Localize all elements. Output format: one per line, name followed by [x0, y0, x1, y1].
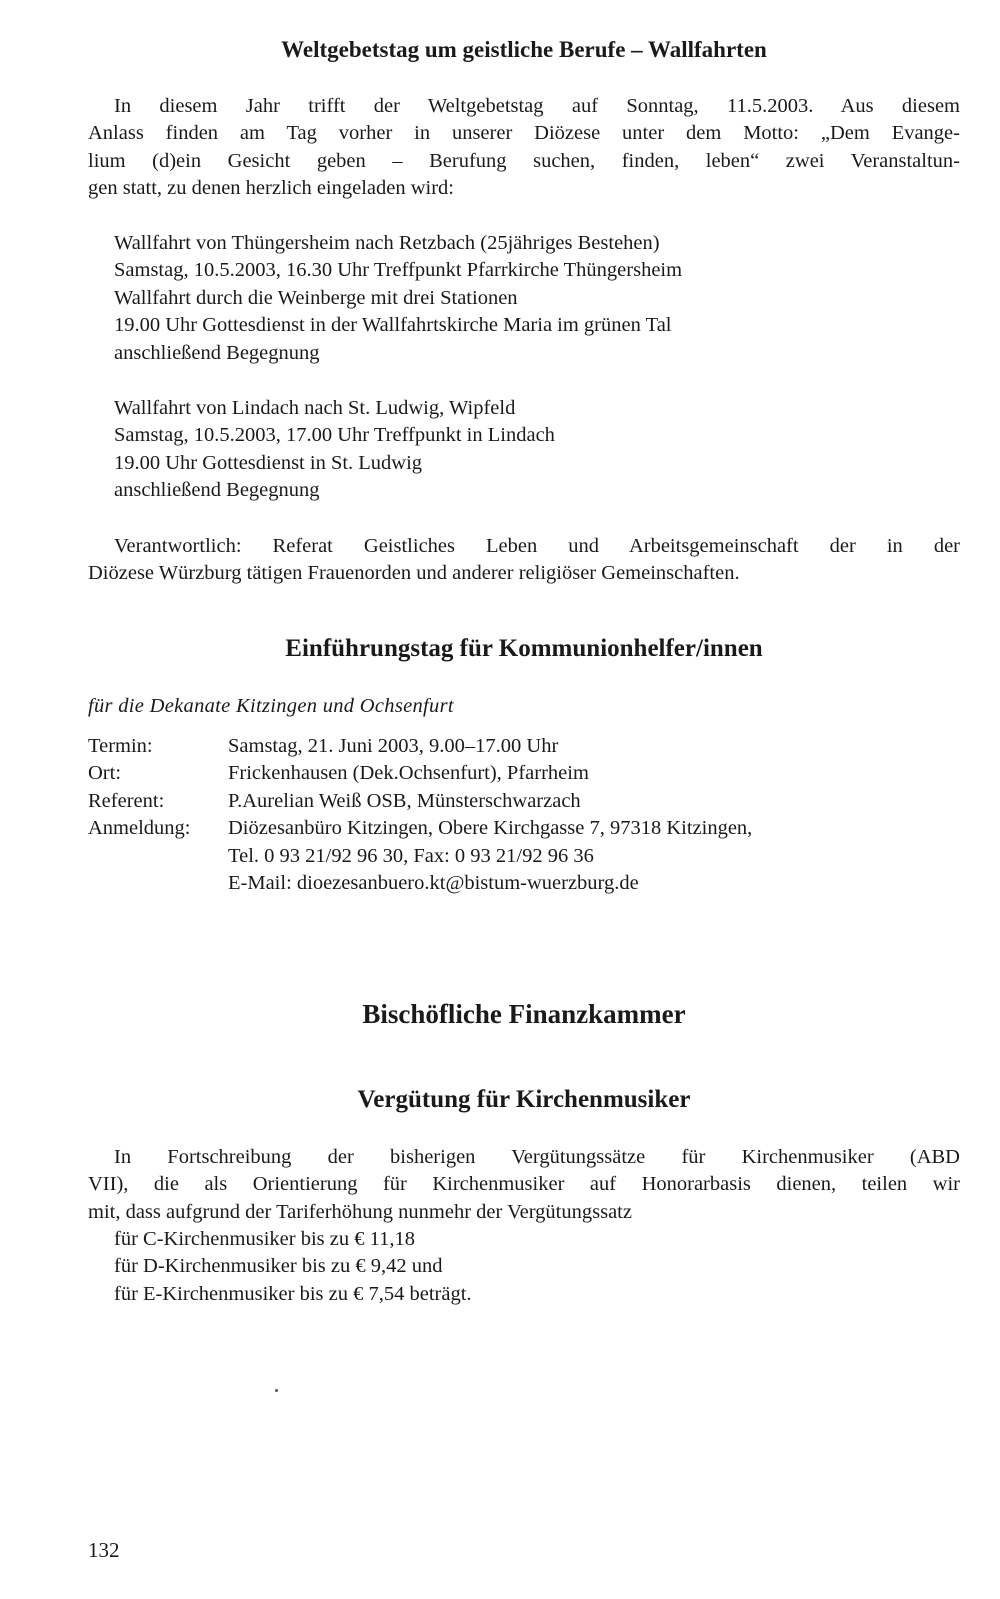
rate-line-c: für C-Kirchenmusiker bis zu € 11,18 [114, 1228, 415, 1250]
stray-dot-mark [275, 1389, 278, 1392]
wallfahrt-line: 19.00 Uhr Gottesdienst in St. Ludwig [114, 451, 423, 474]
info-label [88, 843, 228, 870]
wallfahrt-line: anschließend Begegnung [114, 341, 320, 364]
rate-line-d: für D-Kirchenmusiker bis zu € 9,42 und [114, 1255, 443, 1278]
section-title-finanzkammer: Bischöfliche Finanzkammer [362, 999, 686, 1029]
intro-line: gen statt, zu denen herzlich eingeladen wird: [88, 177, 455, 200]
wallfahrt-line: anschließend Begegnung [114, 479, 320, 502]
intro-line: lium (d)ein Gesicht geben – Berufung suchen, finden, leben“ zwei Veranstaltun- [88, 149, 960, 172]
info-row-termin [88, 733, 960, 760]
section-subtitle-verguetung: Vergütung für Kirchenmusiker [357, 1086, 691, 1113]
verguetung-line: VII), die als Orientierung für Kirchenmusiker auf Honorarbasis dienen, teilen wir [88, 1173, 960, 1196]
info-row-telefon [88, 843, 960, 870]
intro-line: In diesem Jahr trifft der Weltgebetstag auf Sonntag, 11.5.2003. Aus diesem [114, 95, 960, 117]
wallfahrt-line: Wallfahrt von Thüngersheim nach Retzbach (25jähriges Bestehen) [114, 232, 660, 254]
wallfahrt-line: Samstag, 10.5.2003, 16.30 Uhr Treffpunkt Pfarrkirche Thüngersheim [114, 259, 683, 282]
info-value: Samstag, 21. Juni 2003, 9.00–17.00 Uhr [228, 735, 559, 757]
event-info-table [88, 733, 960, 897]
section-title-kommunionhelfer: Einführungstag für Kommunionhelfer/innen [285, 635, 763, 662]
section-title-weltgebetstag: Weltgebetstag um geistliche Berufe – Wallfahrten [281, 37, 767, 62]
info-row-ort [88, 760, 960, 787]
info-value: P.Aurelian Weiß OSB, Münsterschwarzach [228, 789, 581, 812]
info-row-email [88, 870, 960, 897]
verguetung-rates [114, 1226, 960, 1308]
wallfahrt-line: Wallfahrt von Lindach nach St. Ludwig, Wipfeld [114, 397, 516, 419]
intro-line: Anlass finden am Tag vorher in unserer Diözese unter dem Motto: „Dem Evange- [88, 122, 960, 145]
info-row-anmeldung [88, 815, 960, 842]
wallfahrt-lindach [114, 395, 960, 505]
info-row-referent [88, 788, 960, 815]
info-label: Anmeldung: [88, 817, 191, 840]
verguetung-line: In Fortschreibung der bisherigen Vergütungssätze für Kirchenmusiker (ABD [114, 1146, 960, 1168]
info-value: Diözesanbüro Kitzingen, Obere Kirchgasse 7, 97318 Kitzingen, [228, 817, 753, 840]
info-label: Termin: [88, 735, 153, 757]
info-value: Tel. 0 93 21/92 96 30, Fax: 0 93 21/92 96 36 [228, 844, 594, 867]
wallfahrt-thuengersheim [114, 230, 960, 367]
rate-line-e: für E-Kirchenmusiker bis zu € 7,54 beträgt. [114, 1282, 472, 1305]
info-label: Ort: [88, 762, 122, 785]
wallfahrt-line: Wallfahrt durch die Weinberge mit drei Stationen [114, 286, 518, 309]
info-value: E-Mail: dioezesanbuero.kt@bistum-wuerzburg.de [228, 872, 639, 895]
verguetung-paragraph [88, 1144, 960, 1226]
info-label: Referent: [88, 789, 165, 812]
info-value: Frickenhausen (Dek.Ochsenfurt), Pfarrheim [228, 762, 589, 785]
responsible-line: Diözese Würzburg tätigen Frauenorden und anderer religiöser Gemeinschaften. [88, 562, 740, 585]
responsible-line: Verantwortlich: Referat Geistliches Leben und Arbeitsgemeinschaft der in der [114, 535, 960, 557]
page-number: 132 [88, 1538, 120, 1562]
wallfahrt-line: 19.00 Uhr Gottesdienst in der Wallfahrtskirche Maria im grünen Tal [114, 314, 672, 337]
intro-paragraph [88, 93, 960, 203]
wallfahrt-line: Samstag, 10.5.2003, 17.00 Uhr Treffpunkt in Lindach [114, 424, 555, 447]
verguetung-line: mit, dass aufgrund der Tariferhöhung nunmehr der Vergütungssatz [88, 1200, 632, 1223]
responsible-paragraph [88, 533, 960, 588]
section-subtitle-dekanate: für die Dekanate Kitzingen und Ochsenfurt [88, 695, 454, 717]
info-label [88, 870, 228, 897]
